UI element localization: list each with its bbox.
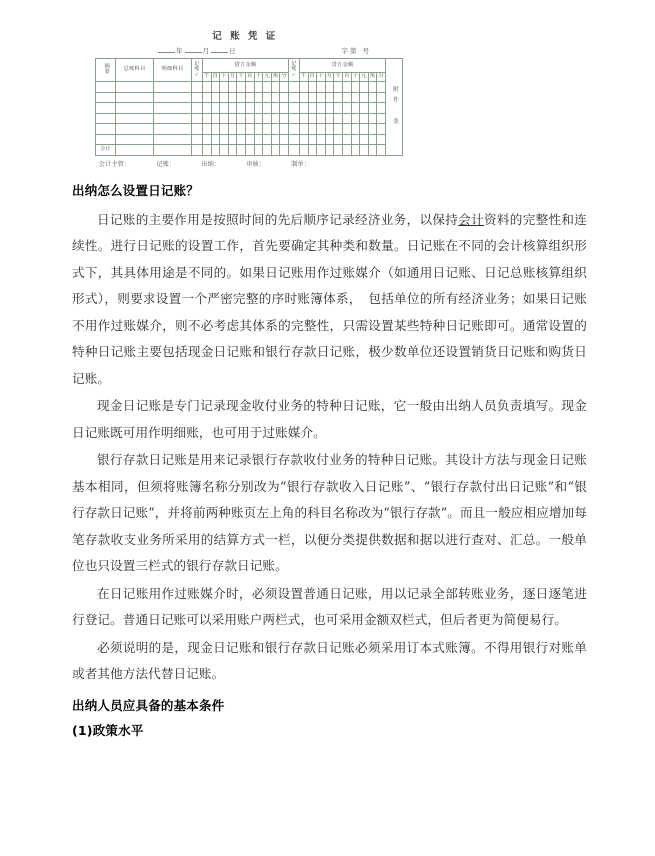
digit-col-debit: 元	[263, 73, 272, 82]
voucher-cell[interactable]	[245, 103, 254, 114]
document-page	[0, 28, 655, 856]
col-header-jizhang-debit: 记账 ✓	[192, 59, 203, 82]
voucher-cell[interactable]	[154, 103, 192, 114]
voucher-cell[interactable]	[254, 103, 263, 114]
total-cell	[220, 145, 229, 156]
section-heading-basic-conditions: 出纳人员应具备的基本条件	[72, 697, 225, 713]
voucher-subline	[95, 46, 395, 58]
voucher-cell[interactable]	[280, 134, 289, 145]
voucher-cell[interactable]	[254, 113, 263, 124]
paragraph-text: 银行存款日记账是用来记录银行存款收付业务的特种日记账。其设计方法与现金日记账基本相同，但须将账簿名称分别改为“银行存款收入日记账”、“银行存款付出日记账”和“银行存款日记账”，并将前两种账页左上角的科目名称改为“银行存款”。而且一般应相应增加每笔存款收支业务所采用的结算方式一栏，以便分类提供数据和据以进行查对、汇总。一般单位也只设置三栏式的银行存款日记账。	[72, 452, 587, 574]
voucher-cell[interactable]	[96, 92, 116, 103]
voucher-cell[interactable]	[299, 124, 308, 135]
voucher-cell[interactable]	[360, 92, 369, 103]
voucher-cell[interactable]	[334, 124, 343, 135]
voucher-cell[interactable]	[245, 113, 254, 124]
voucher-cell[interactable]	[96, 113, 116, 124]
total-cell	[116, 145, 154, 156]
voucher-cell[interactable]	[228, 103, 237, 114]
article-content	[72, 182, 587, 740]
voucher-cell[interactable]	[360, 124, 369, 135]
total-cell	[325, 145, 334, 156]
voucher-cell[interactable]	[228, 82, 237, 93]
digit-col-debit: 百	[211, 73, 220, 82]
voucher-cell[interactable]	[228, 124, 237, 135]
voucher-cell[interactable]	[263, 124, 272, 135]
voucher-cell[interactable]	[220, 113, 229, 124]
voucher-cell[interactable]	[211, 113, 220, 124]
voucher-cell[interactable]	[342, 124, 351, 135]
col-header-zongzhang: 总账科目	[116, 59, 154, 82]
total-label: 合计	[96, 145, 116, 156]
voucher-cell[interactable]	[308, 82, 317, 93]
total-cell	[317, 145, 326, 156]
voucher-cell[interactable]	[192, 113, 203, 124]
voucher-cell[interactable]	[220, 134, 229, 145]
voucher-cell[interactable]	[360, 82, 369, 93]
total-cell	[254, 145, 263, 156]
voucher-signature-0: 会计主管：	[99, 161, 131, 168]
voucher-cell[interactable]	[280, 124, 289, 135]
col-header-mingxi: 明细科目	[154, 59, 192, 82]
voucher-signature-2: 出纳：	[201, 161, 221, 168]
voucher-cell[interactable]	[96, 82, 116, 93]
voucher-cell[interactable]	[154, 92, 192, 103]
voucher-date-line	[157, 46, 237, 55]
voucher-cell[interactable]	[154, 124, 192, 135]
voucher-cell[interactable]	[342, 134, 351, 145]
total-cell	[308, 145, 317, 156]
voucher-entry-row[interactable]	[96, 92, 386, 103]
voucher-attachment-area	[386, 58, 404, 156]
voucher-cell[interactable]	[351, 113, 360, 124]
voucher-cell[interactable]	[228, 113, 237, 124]
voucher-cell[interactable]	[203, 92, 212, 103]
voucher-cell[interactable]	[192, 82, 203, 93]
voucher-cell[interactable]	[368, 113, 377, 124]
voucher-cell[interactable]	[325, 134, 334, 145]
col-header-jizhang-credit: 记账 ✓	[288, 59, 299, 82]
voucher-cell[interactable]	[154, 113, 192, 124]
voucher-entry-rows	[96, 82, 386, 145]
voucher-year-label: 年	[176, 47, 184, 55]
voucher-cell[interactable]	[280, 113, 289, 124]
voucher-cell[interactable]	[334, 92, 343, 103]
voucher-cell[interactable]	[245, 92, 254, 103]
voucher-cell[interactable]	[154, 82, 192, 93]
paragraph-text: 必须说明的是，现金日记账和银行存款日记账必须采用订本式账簿。不得用银行对账单或者其他方法代替日记账。	[72, 639, 587, 682]
voucher-cell[interactable]	[192, 103, 203, 114]
total-cell	[245, 145, 254, 156]
voucher-title: 记 账 凭 证	[212, 31, 278, 42]
voucher-entry-row[interactable]	[96, 124, 386, 135]
voucher-header-row-top	[96, 59, 386, 73]
digit-col-debit: 十	[254, 73, 263, 82]
voucher-signature-3: 审核：	[246, 161, 266, 168]
voucher-cell[interactable]	[351, 103, 360, 114]
voucher-month-label: 月	[202, 47, 210, 55]
voucher-cell[interactable]	[377, 113, 386, 124]
voucher-cell[interactable]	[317, 113, 326, 124]
voucher-table	[95, 58, 386, 156]
voucher-cell[interactable]	[263, 103, 272, 114]
voucher-cell[interactable]	[96, 103, 116, 114]
digit-col-debit: 百	[245, 73, 254, 82]
total-cell	[334, 145, 343, 156]
voucher-cell[interactable]	[237, 124, 246, 135]
voucher-cell[interactable]	[271, 92, 280, 103]
voucher-cell[interactable]	[154, 134, 192, 145]
voucher-cell[interactable]	[211, 134, 220, 145]
total-cell	[288, 145, 299, 156]
digit-col-credit: 元	[360, 73, 369, 82]
paragraph-2	[72, 393, 587, 446]
paragraph-text: 现金日记账是专门记录现金收付业务的特种日记账，它一般由出纳人员负责填写。现金日记账既可用作明细账，也可用于过账媒介。	[72, 398, 587, 440]
total-cell	[342, 145, 351, 156]
voucher-cell[interactable]	[245, 134, 254, 145]
voucher-cell[interactable]	[377, 82, 386, 93]
voucher-cell[interactable]	[245, 82, 254, 93]
voucher-entry-row[interactable]	[96, 103, 386, 114]
voucher-cell[interactable]	[368, 82, 377, 93]
voucher-cell[interactable]	[288, 134, 299, 145]
total-cell	[228, 145, 237, 156]
col-header-zhaiyao: 摘要	[96, 59, 116, 82]
voucher-cell[interactable]	[299, 113, 308, 124]
digit-col-credit: 百	[342, 73, 351, 82]
voucher-cell[interactable]	[116, 92, 154, 103]
voucher-cell[interactable]	[377, 103, 386, 114]
article-paragraphs	[72, 207, 587, 688]
voucher-cell[interactable]	[299, 134, 308, 145]
voucher-cell[interactable]	[308, 124, 317, 135]
voucher-signature-4: 制单：	[291, 161, 311, 168]
voucher-cell[interactable]	[116, 113, 154, 124]
voucher-cell[interactable]	[317, 124, 326, 135]
voucher-cell[interactable]	[192, 92, 203, 103]
voucher-cell[interactable]	[263, 134, 272, 145]
voucher-cell[interactable]	[116, 124, 154, 135]
voucher-cell[interactable]	[271, 103, 280, 114]
voucher-cell[interactable]	[237, 134, 246, 145]
voucher-cell[interactable]	[368, 134, 377, 145]
digit-col-debit: 千	[237, 73, 246, 82]
voucher-cell[interactable]	[280, 103, 289, 114]
voucher-cell[interactable]	[192, 134, 203, 145]
voucher-cell[interactable]	[317, 82, 326, 93]
voucher-cell[interactable]	[360, 134, 369, 145]
voucher-cell[interactable]	[228, 92, 237, 103]
accounting-voucher-figure	[95, 28, 398, 168]
voucher-day-label: 日	[229, 47, 237, 55]
voucher-cell[interactable]	[317, 134, 326, 145]
voucher-number-label: 字第 号	[341, 47, 371, 55]
voucher-cell[interactable]	[203, 124, 212, 135]
total-cell	[271, 145, 280, 156]
digit-col-credit: 角	[368, 73, 377, 82]
voucher-cell[interactable]	[116, 82, 154, 93]
voucher-cell[interactable]	[325, 113, 334, 124]
voucher-cell[interactable]	[342, 92, 351, 103]
voucher-cell[interactable]	[220, 82, 229, 93]
voucher-cell[interactable]	[351, 124, 360, 135]
paragraph-3	[72, 447, 587, 580]
total-cell	[360, 145, 369, 156]
voucher-body	[95, 58, 398, 156]
voucher-cell[interactable]	[334, 134, 343, 145]
voucher-cell[interactable]	[351, 82, 360, 93]
inline-link-accounting[interactable]: 会计	[458, 211, 484, 227]
total-cell	[237, 145, 246, 156]
voucher-cell[interactable]	[325, 103, 334, 114]
digit-col-credit: 十	[317, 73, 326, 82]
voucher-signature-line	[95, 159, 395, 168]
voucher-cell[interactable]	[288, 113, 299, 124]
voucher-cell[interactable]	[351, 92, 360, 103]
voucher-cell[interactable]	[334, 82, 343, 93]
digit-col-debit: 十	[220, 73, 229, 82]
col-header-debit-amount: 借方金额	[203, 59, 289, 73]
voucher-cell[interactable]	[280, 82, 289, 93]
digit-col-debit: 角	[271, 73, 280, 82]
voucher-cell[interactable]	[368, 124, 377, 135]
paragraph-5	[72, 635, 587, 688]
total-cell	[377, 145, 386, 156]
voucher-entry-row[interactable]	[96, 82, 386, 93]
digit-col-credit: 千	[334, 73, 343, 82]
voucher-cell[interactable]	[334, 113, 343, 124]
voucher-cell[interactable]	[211, 92, 220, 103]
voucher-cell[interactable]	[308, 113, 317, 124]
digit-col-credit: 百	[308, 73, 317, 82]
voucher-cell[interactable]	[271, 124, 280, 135]
col-header-credit-amount: 贷方金额	[299, 59, 385, 73]
voucher-cell[interactable]	[271, 82, 280, 93]
digit-col-credit: 分	[377, 73, 386, 82]
voucher-cell[interactable]	[271, 134, 280, 145]
total-cell	[192, 145, 203, 156]
voucher-cell[interactable]	[288, 82, 299, 93]
voucher-cell[interactable]	[308, 92, 317, 103]
check-mark-icon: ✓	[291, 71, 297, 78]
voucher-cell[interactable]	[334, 103, 343, 114]
voucher-total-row	[96, 145, 386, 156]
paragraph-text: 日记账的主要作用是按照时间的先后顺序记录经济业务，以保持	[97, 211, 459, 227]
check-mark-icon: ✓	[194, 71, 200, 78]
voucher-cell[interactable]	[308, 103, 317, 114]
total-cell	[154, 145, 192, 156]
attachment-label: 附件 张	[391, 85, 398, 129]
digit-col-credit: 千	[299, 73, 308, 82]
voucher-cell[interactable]	[299, 103, 308, 114]
digit-col-debit: 万	[228, 73, 237, 82]
voucher-cell[interactable]	[237, 103, 246, 114]
voucher-cell[interactable]	[96, 134, 116, 145]
paragraph-4	[72, 581, 587, 634]
voucher-cell[interactable]	[325, 92, 334, 103]
voucher-cell[interactable]	[116, 103, 154, 114]
voucher-cell[interactable]	[228, 134, 237, 145]
voucher-cell[interactable]	[342, 113, 351, 124]
voucher-cell[interactable]	[116, 134, 154, 145]
voucher-cell[interactable]	[288, 92, 299, 103]
paragraph-text: 在日记账用作过账媒介时，必须设置普通日记账，用以记录全部转账业务，逐日逐笔进行登记。普通日记账可以采用账户两栏式，也可采用金额双栏式，但后者更为简便易行。	[72, 585, 587, 628]
section-heading-policy-level: (1)政策水平	[72, 722, 144, 738]
voucher-cell[interactable]	[220, 103, 229, 114]
voucher-cell[interactable]	[211, 82, 220, 93]
voucher-cell[interactable]	[317, 92, 326, 103]
voucher-cell[interactable]	[263, 113, 272, 124]
voucher-cell[interactable]	[211, 103, 220, 114]
digit-col-debit: 千	[203, 73, 212, 82]
voucher-cell[interactable]	[254, 124, 263, 135]
total-cell	[299, 145, 308, 156]
voucher-cell[interactable]	[299, 92, 308, 103]
voucher-cell[interactable]	[342, 82, 351, 93]
voucher-cell[interactable]	[377, 124, 386, 135]
voucher-cell[interactable]	[203, 113, 212, 124]
voucher-cell[interactable]	[288, 103, 299, 114]
total-cell	[211, 145, 220, 156]
voucher-cell[interactable]	[271, 113, 280, 124]
voucher-cell[interactable]	[360, 113, 369, 124]
voucher-cell[interactable]	[237, 82, 246, 93]
total-cell	[368, 145, 377, 156]
voucher-cell[interactable]	[308, 134, 317, 145]
page-title: 出纳怎么设置日记账？	[72, 183, 200, 198]
total-cell	[351, 145, 360, 156]
voucher-cell[interactable]	[280, 92, 289, 103]
paragraph-1	[72, 207, 587, 393]
digit-col-credit: 十	[351, 73, 360, 82]
voucher-cell[interactable]	[299, 82, 308, 93]
voucher-cell[interactable]	[211, 124, 220, 135]
total-cell	[263, 145, 272, 156]
voucher-cell[interactable]	[203, 103, 212, 114]
voucher-cell[interactable]	[237, 92, 246, 103]
voucher-cell[interactable]	[360, 103, 369, 114]
voucher-cell[interactable]	[263, 82, 272, 93]
voucher-cell[interactable]	[342, 103, 351, 114]
voucher-cell[interactable]	[263, 92, 272, 103]
voucher-cell[interactable]	[368, 92, 377, 103]
voucher-signature-1: 记账：	[156, 161, 176, 168]
voucher-cell[interactable]	[237, 113, 246, 124]
voucher-cell[interactable]	[192, 124, 203, 135]
total-cell	[280, 145, 289, 156]
voucher-cell[interactable]	[377, 134, 386, 145]
voucher-cell[interactable]	[254, 92, 263, 103]
digit-col-credit: 万	[325, 73, 334, 82]
paragraph-text: 资料的完整性和连续性。进行日记账的设置工作，首先要确定其种类和数量。日记账在不同的会计核算组织形式下，其具体用途是不同的。如果日记账用作过账媒介（如通用日记账、日记总账核算组织形式），则要求设置一个严密完整的序时账簿体系， 包括单位的所有经济业务；如果日记账不用作过账媒介，则不必考虑其体系的完整性，只需设置某些特种日记账即可。通常设置的特种日记账主要包括现金日记账和银行存款日记账，极少数单位还设置销货日记账和购货日记账。	[72, 211, 587, 386]
voucher-cell[interactable]	[220, 92, 229, 103]
voucher-entry-row[interactable]	[96, 134, 386, 145]
voucher-cell[interactable]	[325, 82, 334, 93]
voucher-cell[interactable]	[254, 82, 263, 93]
voucher-cell[interactable]	[96, 124, 116, 135]
voucher-cell[interactable]	[245, 124, 254, 135]
voucher-cell[interactable]	[325, 124, 334, 135]
voucher-cell[interactable]	[254, 134, 263, 145]
voucher-cell[interactable]	[220, 124, 229, 135]
voucher-entry-row[interactable]	[96, 113, 386, 124]
voucher-cell[interactable]	[203, 134, 212, 145]
voucher-cell[interactable]	[377, 92, 386, 103]
voucher-cell[interactable]	[317, 103, 326, 114]
voucher-cell[interactable]	[368, 103, 377, 114]
voucher-cell[interactable]	[203, 82, 212, 93]
voucher-cell[interactable]	[351, 134, 360, 145]
voucher-cell[interactable]	[288, 124, 299, 135]
total-cell	[203, 145, 212, 156]
digit-col-debit: 分	[280, 73, 289, 82]
